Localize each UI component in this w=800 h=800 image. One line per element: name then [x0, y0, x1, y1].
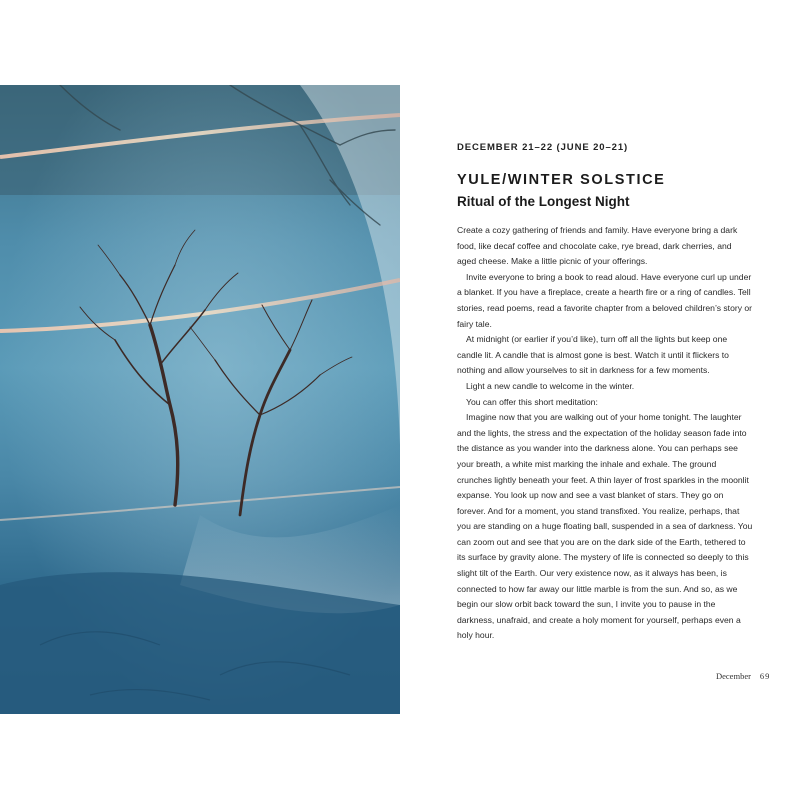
page-number: 69 [759, 671, 771, 681]
paragraph: Light a new candle to welcome in the winter. [466, 380, 635, 391]
photo-illustration [0, 85, 400, 714]
paragraph: Create a cozy gathering of friends and family. Have everyone bring a dark food, like decaf coffee and chocolate cake, rye bread, dark cherries, and aged cheese. Make a little picnic of your offerings. [457, 225, 738, 267]
text-page [400, 0, 800, 800]
paragraph: Invite everyone to bring a book to read aloud. Have everyone curl up under a blanket. If you have a fireplace, create a hearth fire or a ring of candles. Tell stories, read poems, read a favorite chapter from a beloved children’s story or fairy tale. [457, 271, 753, 329]
date-kicker: DECEMBER 21–22 (JUNE 20–21) [457, 142, 629, 153]
paragraph: At midnight (or earlier if you’d like), turn off all the lights but keep one candle lit. A candle that is almost gone is best. Watch it until it flickers to nothing and allow yourselves to sit in darkness for a few moments. [457, 334, 729, 376]
paragraph: Imagine now that you are walking out of your home tonight. The laughter and the lights, the stress and the expectation of the holiday season fade into the distance as you wander into the darkness alone. You can perhaps see your breath, a white mist marking the inhale and exhale. The ground crunches lightly beneath your feet. A thin layer of frost sparkles in the moonlit expanse. You look up now and see a vast blanket of stars. They go on forever. And for a moment, you stand transfixed. You realize, perhaps, that you are standing on a huge floating ball, suspended in a sea of darkness. You can zoom out and see that you are on the dark side of the Earth, tethered to its surface by gravity alone. The mystery of life is connected so deeply to this slight tilt of the Earth. Our very existence now, as it always has been, is connected to how far away our little marble is from the sun. And so, as we begin our slow orbit back toward the sun, I invite you to pause in the darkness, unafraid, and create a holy moment for yourself, perhaps even a holy hour. [457, 412, 753, 641]
page-footer [716, 671, 770, 681]
page-subtitle: Ritual of the Longest Night [457, 194, 630, 209]
paragraph: You can offer this short meditation: [466, 396, 598, 407]
body-text [457, 223, 753, 644]
page-title: YULE/WINTER SOLSTICE [457, 172, 666, 188]
winter-tree-photo [0, 85, 400, 714]
running-footer-section: December [716, 671, 751, 681]
